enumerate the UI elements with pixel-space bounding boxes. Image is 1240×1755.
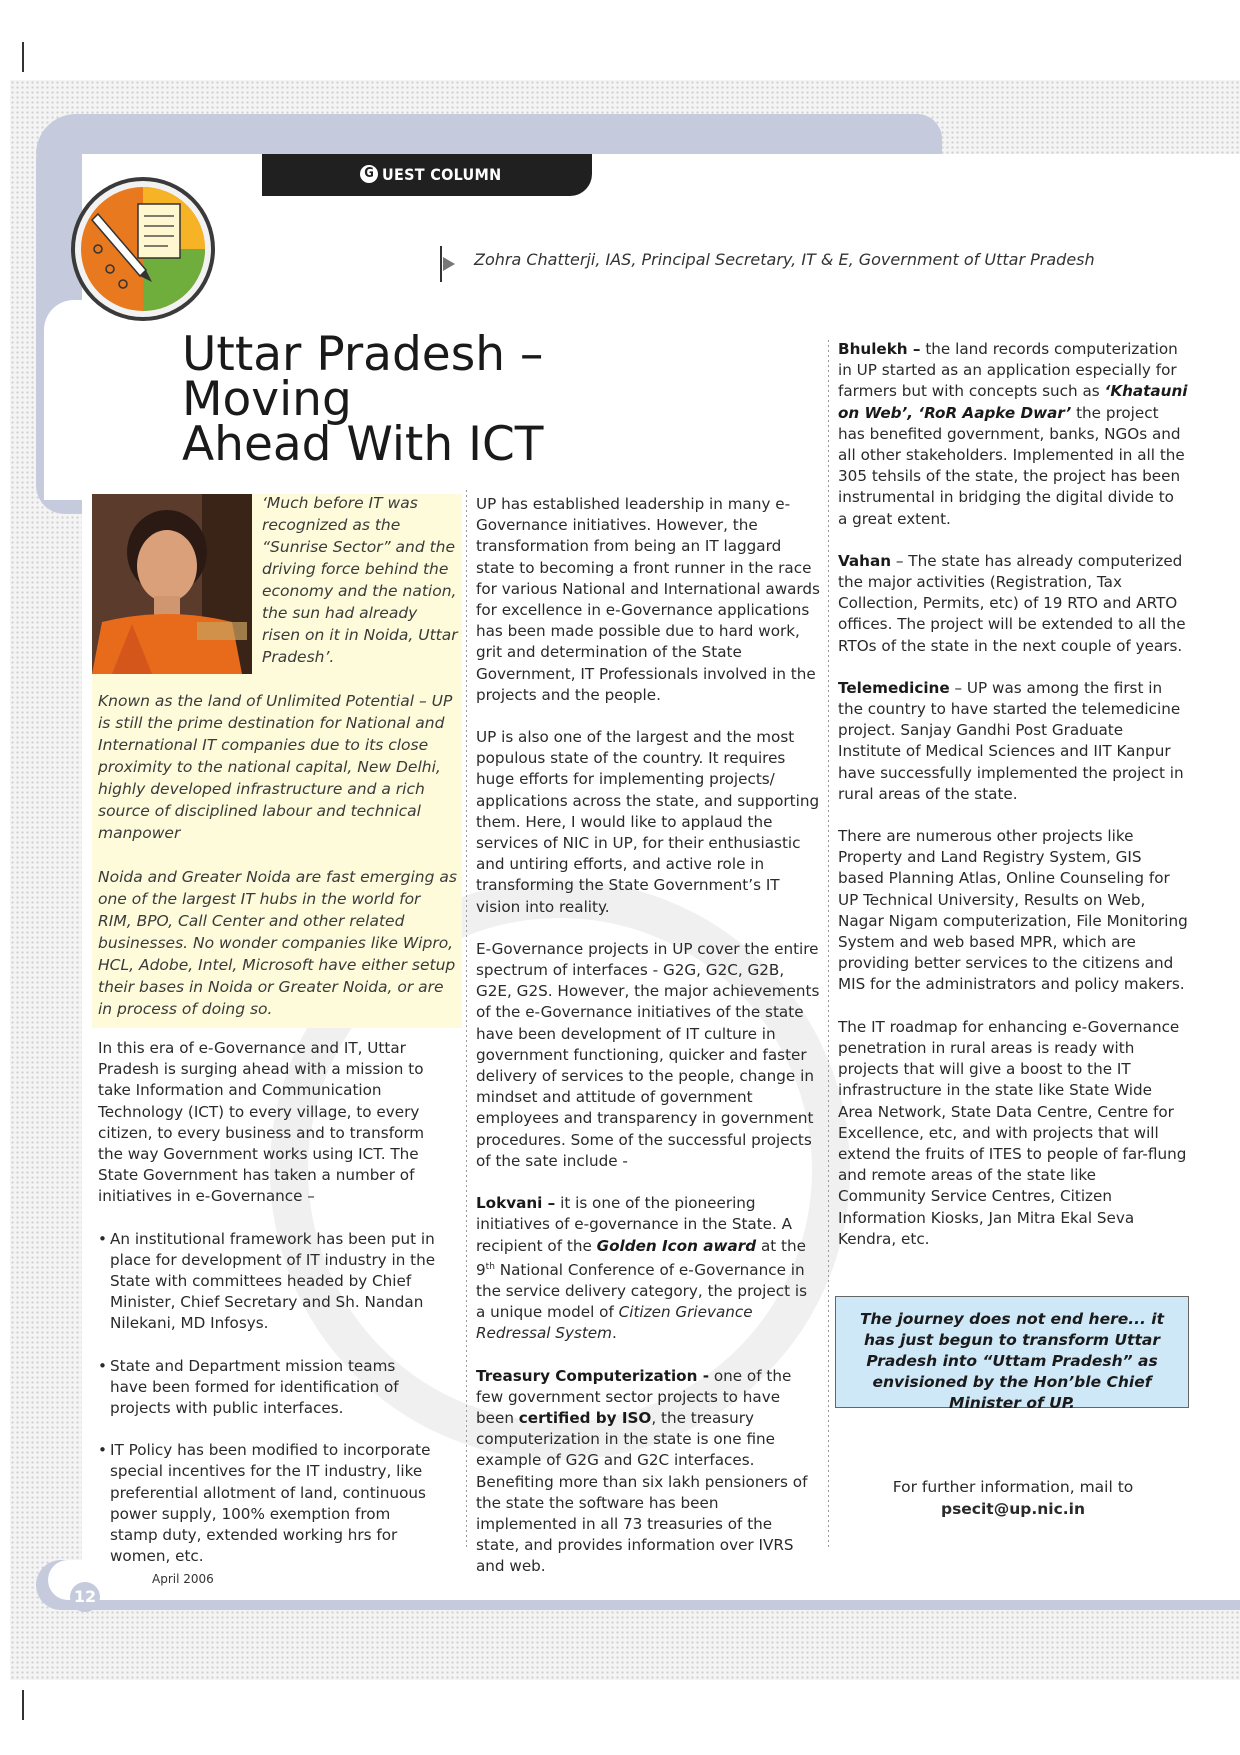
column-divider (466, 490, 467, 1550)
guest-column-logo-icon (68, 174, 218, 324)
body-paragraph: There are numerous other projects like Property and Land Registry System, GIS based Planning Atlas, Online Counseling for UP Technical University, Results on Web, Nagar Nigam computerization, File Monitoring System and web based MPR, which are providing better services to the citizens and MIS for the administrators and policy makers. (838, 827, 1188, 994)
title-line-2: Ahead With ICT (182, 417, 544, 472)
column-divider (828, 340, 829, 1550)
telemedicine-paragraph (838, 678, 1188, 805)
sidebar-paragraph: Known as the land of Unlimited Potential – UP is still the prime destination for National and International IT companies due to its close proximity to the national capital, New Delhi, highly developed infrastructure and a rich source of disciplined labour and technical manpower (98, 692, 453, 842)
body-text: – UP was among the first in the country to have started the telemedicine project. Sanjay Gandhi Post Graduate Institute of Medical Sciences and IIT Kanpur have successfully implemented the project in rural areas of the state. (838, 678, 1184, 803)
bhulekh-heading: Bhulekh – (838, 340, 921, 358)
body-text: one of the few government sector projects to have been (476, 1366, 792, 1427)
callout-box: The journey does not end here... it has just begun to transform Uttar Pradesh into “Uttam Pradesh” as envisioned by the Hon’ble Chief Minister of UP. (835, 1296, 1189, 1408)
ordinal-suffix: th (485, 1261, 495, 1272)
body-paragraph: E-Governance projects in UP cover the entire spectrum of interfaces - G2G, G2C, G2B, G2E, G2S. However, the major achievements of the e-Governance initiatives of the state have been development of IT culture in government functioning, quicker and faster delivery of services to the people, change in mindset and attitude of government employees and transparency in government procedures. Some of the successful projects of the sate include - (476, 939, 820, 1170)
award-name: Golden Icon award (596, 1236, 757, 1255)
bhulekh-paragraph (838, 339, 1188, 530)
body-paragraph: UP has established leadership in many e-Governance initiatives. However, the transformation from being an IT laggard state to becoming a front runner in the race for various National and International awards for excellence in e-Governance applications has been made possible due to hard work, grit and determination of the State Government, IT Professionals involved in the projects and the people. (476, 495, 820, 704)
body-bold-italic: ‘Khatauni on Web’, ‘RoR Aapke Dwar’ (838, 382, 1188, 422)
frame-top (36, 114, 942, 154)
article-title (182, 327, 702, 472)
telemedicine-heading: Telemedicine (838, 678, 950, 697)
body-text: the land records computerization in UP started as an application especially for farmers but with concepts such as (838, 340, 1178, 401)
contact-label: For further information, mail to (892, 1478, 1134, 1496)
page-number: 12 (70, 1582, 100, 1612)
list-item: • An institutional framework has been put in place for development of IT industry in the State with committees headed by Chief Minister, Chief Secretary and Sh. Nandan Nilekani, MD Infosys. (98, 1229, 436, 1335)
pull-quote: ‘Much before IT was recognized as the “Sunrise Sector” and the driving force behind the economy and the nation, the sun had already risen on it in Noida, Uttar Pradesh’. (262, 494, 458, 666)
body-text: at the 9 (476, 1236, 806, 1279)
sidebar-paragraph: Noida and Greater Noida are fast emerging as one of the largest IT hubs in the world for RIM, BPO, Call Center and other related businesses. No wonder companies like Wipro, HCL, Adobe, Intel, Microsoft have either setup their bases in Noida or Greater Noida, or are in process of doing so. (98, 868, 457, 1018)
body-text: it is one of the pioneering initiatives of e-governance in the State. A recipient of the (476, 1194, 793, 1255)
column-1 (98, 1038, 436, 1588)
body-text: . (611, 1324, 617, 1343)
body-paragraph: UP is also one of the largest and the most populous state of the country. It requires huge efforts for implementing projects/ applications across the state, and supporting them. Here, I would like to applaud the services of NIC in UP, for their enthusiastic and untiring efforts, and active role in transforming the State Government’s IT vision into reality. (476, 728, 820, 916)
sidebar-text (98, 690, 458, 1042)
crop-mark-bottom (22, 1690, 24, 1720)
play-arrow-icon (443, 257, 455, 271)
body-text: the project has benefited government, banks, NGOs and all other stakeholders. Implemented in all the 305 tehsils of the state, the project has been instrumental in bridging the digital divide to a great extent. (838, 403, 1185, 528)
contact-info (836, 1476, 1190, 1520)
portrait-image (92, 494, 252, 674)
initiatives-list (98, 1229, 436, 1568)
body-text: National Conference of e-Governance in the service delivery category, the project is a unique model of (476, 1260, 807, 1322)
lokvani-heading: Lokvani – (476, 1194, 556, 1213)
body-italic: Citizen Grievance Redressal System (476, 1303, 753, 1343)
vahan-paragraph (838, 551, 1188, 657)
vahan-heading: Vahan (838, 551, 892, 570)
contact-email[interactable]: psecit@up.nic.in (940, 1500, 1086, 1518)
author-divider (440, 246, 442, 282)
treasury-paragraph (476, 1366, 820, 1578)
content-panel-corner (44, 300, 164, 500)
body-text: , the treasury computerization in the state is one fine example of G2G and G2C interfaces. Benefiting more than six lakh pensioners of the state the software has been implemented in all 73 treasuries of the state, and provides information over IVRS and web. (476, 1408, 808, 1576)
author-photo (92, 494, 252, 674)
body-paragraph: The IT roadmap for enhancing e-Governance penetration in rural areas is ready with projects that will give a boost to the IT infrastructure in the state like State Wide Area Network, State Data Centre, Centre for Excellence, etc, and with projects that will extend the fruits of ITES to people of far-flung and remote areas of the state like Community Service Centres, Citizen Information Kiosks, Jan Mitra Ekal Seva Kendra, etc. (838, 1017, 1187, 1248)
lokvani-paragraph (476, 1193, 820, 1344)
author-byline: Zohra Chatterji, IAS, Principal Secretary, IT & E, Government of Uttar Pradesh (474, 250, 1095, 269)
issue-date: April 2006 (152, 1572, 214, 1586)
section-tab-label: UEST COLUMN (382, 165, 502, 184)
list-item: • State and Department mission teams have been formed for identification of projects with public interfaces. (98, 1356, 436, 1420)
list-item: • IT Policy has been modified to incorporate special incentives for the IT industry, like preferential allotment of land, continuous power supply, 100% exemption from stamp duty, extended working hrs for women, etc. (98, 1440, 436, 1567)
treasury-heading: Treasury Computerization - (476, 1366, 709, 1385)
column-2 (476, 494, 820, 1599)
body-text: – The state has already computerized the major activities (Registration, Tax Collection, Permits, etc) of 19 RTO and ARTO offices. The project will be extended to all the RTOs of the state in the next couple of years. (838, 551, 1186, 655)
title-line-1: Uttar Pradesh – Moving (182, 327, 544, 427)
body-bold: certified by ISO (518, 1408, 652, 1427)
crop-mark-top (22, 42, 24, 72)
section-tab (262, 154, 592, 196)
column-3 (838, 339, 1188, 1271)
section-tab-initial: G (360, 165, 378, 183)
intro-paragraph: In this era of e-Governance and IT, Uttar Pradesh is surging ahead with a mission to take Information and Communication Technology (ICT) to every village, to every citizen, to every business and to transform the way Government works using ICT. The State Government has taken a number of initiatives in e-Governance – (98, 1039, 425, 1206)
